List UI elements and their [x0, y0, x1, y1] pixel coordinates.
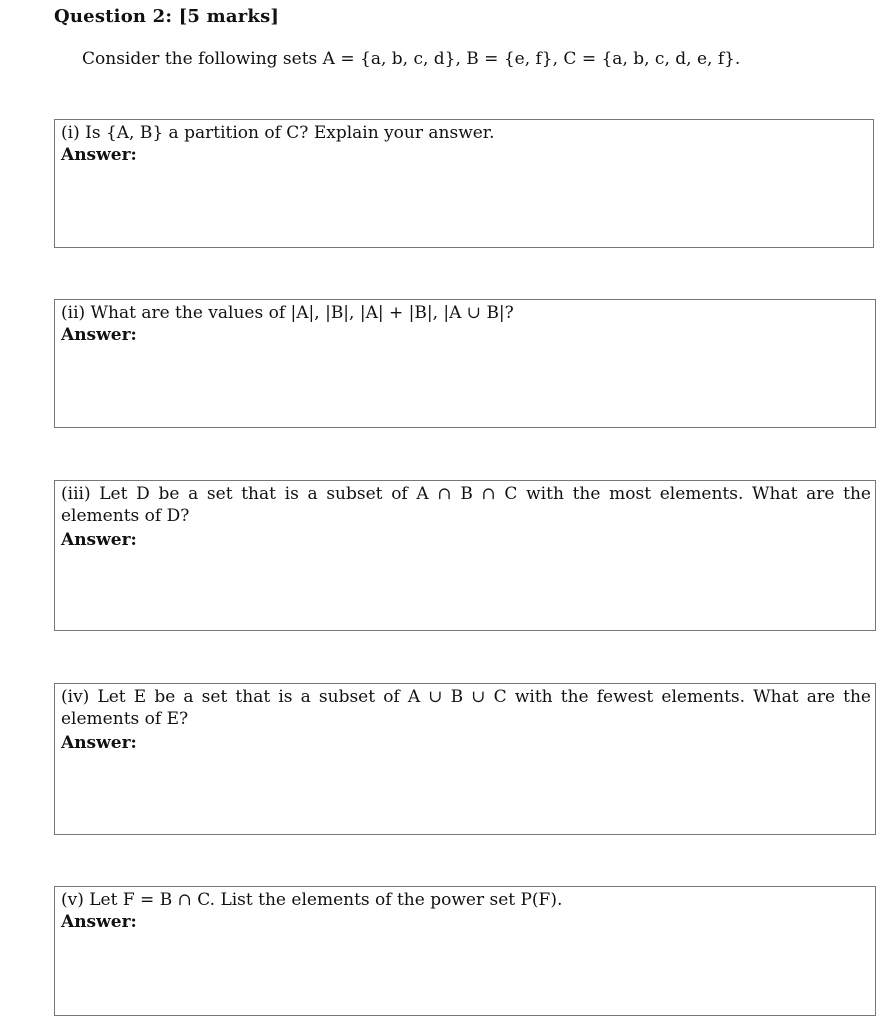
part-v-answer-area[interactable] [61, 937, 869, 1009]
part-iv-answer-area[interactable] [61, 758, 869, 828]
question-intro: Consider the following sets A = {a, b, c, d}, B = {e, f}, C = {a, b, c, d, e, f}. [82, 49, 741, 69]
part-ii-answer-area[interactable] [61, 350, 869, 421]
part-iii-answer-label: Answer: [61, 530, 137, 550]
part-iii-box [54, 480, 876, 631]
part-i-box [54, 119, 874, 248]
question-title: Question 2: [5 marks] [54, 6, 280, 27]
part-ii-prompt: (ii) What are the values of |A|, |B|, |A| + |B|, |A ∪ B|? [61, 303, 514, 323]
part-ii-answer-label: Answer: [61, 325, 137, 345]
part-ii-box [54, 299, 876, 428]
part-i-answer-area[interactable] [61, 170, 867, 241]
part-iv-prompt: (iv) Let E be a set that is a subset of A ∪ B ∪ C with the fewest elements. What are the elements of E? [61, 687, 871, 729]
part-iii-prompt: (iii) Let D be a set that is a subset of A ∩ B ∩ C with the most elements. What are the elements of D? [61, 484, 871, 526]
part-i-answer-label: Answer: [61, 145, 137, 165]
part-v-prompt: (v) Let F = B ∩ C. List the elements of the power set P(F). [61, 890, 563, 910]
part-i-prompt: (i) Is {A, B} a partition of C? Explain your answer. [61, 123, 495, 143]
part-v-box [54, 886, 876, 1016]
part-iv-answer-label: Answer: [61, 733, 137, 753]
part-iv-box [54, 683, 876, 835]
part-v-answer-label: Answer: [61, 912, 137, 932]
part-iii-answer-area[interactable] [61, 555, 869, 624]
